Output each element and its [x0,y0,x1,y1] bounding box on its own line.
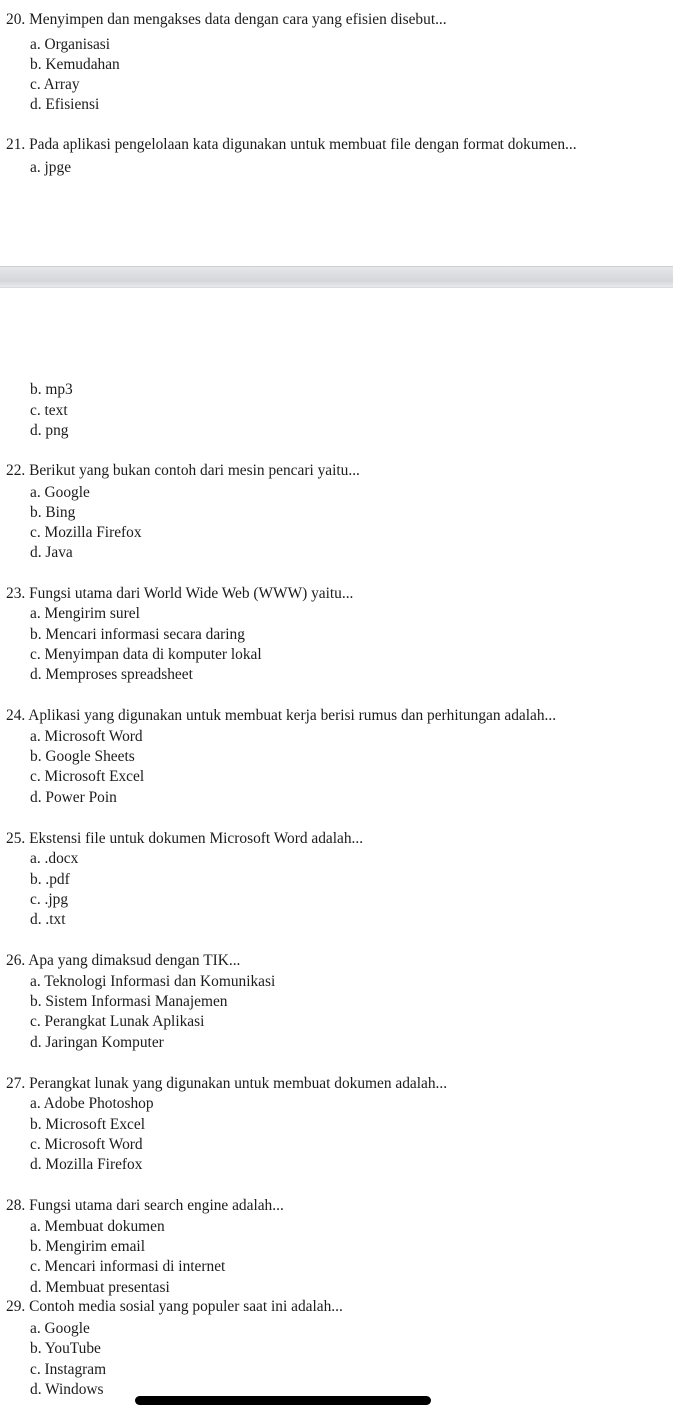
question-23: 23. Fungsi utama dari World Wide Web (WWW) yaitu... [6,585,354,602]
question-24-option-c: c. Microsoft Excel [30,768,145,785]
question-22-option-c: c. Mozilla Firefox [30,524,142,541]
question-27: 27. Perangkat lunak yang digunakan untuk membuat dokumen adalah... [6,1075,448,1092]
question-25-option-d: d. .txt [30,911,66,928]
question-25-option-a: a. .docx [30,850,79,867]
question-20-option-b: b. Kemudahan [30,56,120,73]
question-26-option-a: a. Teknologi Informasi dan Komunikasi [30,973,276,990]
question-26-option-d: d. Jaringan Komputer [30,1034,164,1051]
home-indicator[interactable] [135,1396,431,1405]
question-28: 28. Fungsi utama dari search engine adalah... [6,1197,284,1214]
question-26: 26. Apa yang dimaksud dengan TIK... [6,952,241,969]
question-21-option-c: c. text [30,402,68,419]
question-28-option-c: c. Mencari informasi di internet [30,1258,226,1275]
question-20-option-a: a. Organisasi [30,36,111,53]
question-22-option-a: a. Google [30,484,90,501]
question-26-option-c: c. Perangkat Lunak Aplikasi [30,1013,205,1030]
question-27-option-a: a. Adobe Photoshop [30,1095,154,1112]
question-29-option-b: b. YouTube [30,1340,101,1357]
question-23-option-d: d. Memproses spreadsheet [30,666,193,683]
question-24-option-b: b. Google Sheets [30,748,135,765]
question-24-option-d: d. Power Poin [30,789,117,806]
question-23-option-b: b. Mencari informasi secara daring [30,626,245,643]
question-20-option-d: d. Efisiensi [30,96,100,113]
question-29-option-d: d. Windows [30,1381,104,1398]
question-27-option-c: c. Microsoft Word [30,1136,143,1153]
question-25: 25. Ekstensi file untuk dokumen Microsoft Word adalah... [6,830,364,847]
question-28-option-a: a. Membuat dokumen [30,1218,165,1235]
question-23-option-a: a. Mengirim surel [30,605,140,622]
question-27-option-d: d. Mozilla Firefox [30,1156,143,1173]
question-23-option-c: c. Menyimpan data di komputer lokal [30,646,262,663]
question-25-option-b: b. .pdf [30,871,70,888]
question-27-option-b: b. Microsoft Excel [30,1116,145,1133]
question-21: 21. Pada aplikasi pengelolaan kata digunakan untuk membuat file dengan format dokumen... [6,136,577,153]
question-28-option-b: b. Mengirim email [30,1238,145,1255]
question-21-option-b: b. mp3 [30,381,73,398]
question-20: 20. Menyimpen dan mengakses data dengan cara yang efisien disebut... [6,11,447,28]
question-22: 22. Berikut yang bukan contoh dari mesin pencari yaitu... [6,462,360,479]
question-20-option-c: c. Array [30,76,80,93]
question-28-option-d: d. Membuat presentasi [30,1279,170,1296]
question-21-option-a: a. jpge [30,159,72,176]
question-25-option-c: c. .jpg [30,891,69,908]
question-22-option-b: b. Bing [30,504,76,521]
question-24-option-a: a. Microsoft Word [30,728,143,745]
question-29-option-c: c. Instagram [30,1361,107,1378]
question-22-option-d: d. Java [30,544,73,561]
page-break-divider [0,266,673,288]
question-29-option-a: a. Google [30,1320,90,1337]
question-21-option-d: d. png [30,422,69,439]
question-29: 29. Contoh media sosial yang populer saat ini adalah... [6,1298,343,1315]
question-26-option-b: b. Sistem Informasi Manajemen [30,993,228,1010]
question-24: 24. Aplikasi yang digunakan untuk membuat kerja berisi rumus dan perhitungan adalah... [6,707,557,724]
